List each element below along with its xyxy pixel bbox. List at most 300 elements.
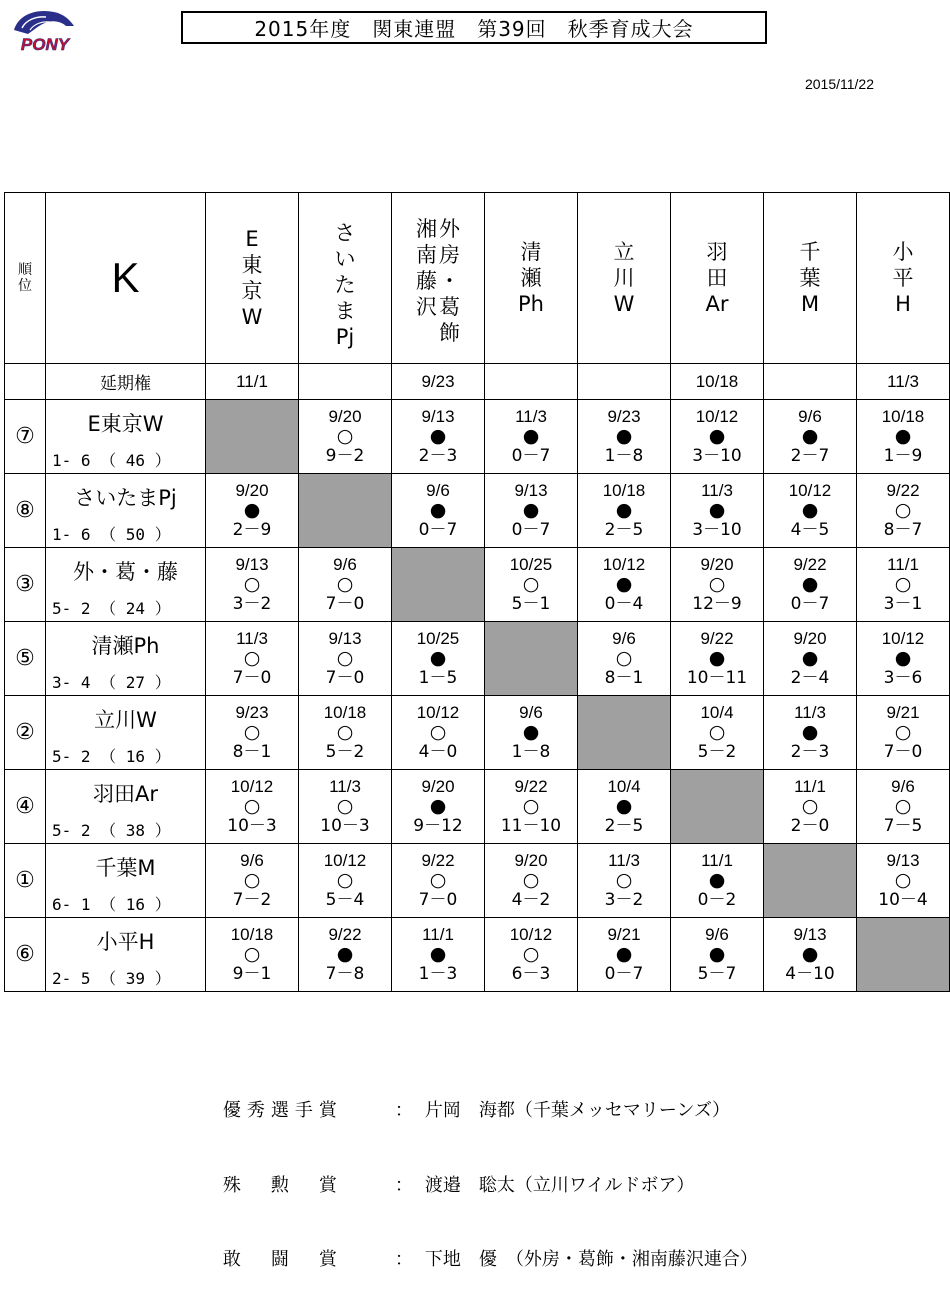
team-record: 2- 5 （ 39 ） bbox=[52, 969, 171, 988]
game-result bbox=[299, 776, 391, 837]
award-colon: ： bbox=[394, 1100, 413, 1121]
game-score: 10－3 bbox=[320, 816, 370, 836]
col-header-char: Pj bbox=[335, 325, 355, 349]
team-cell bbox=[46, 400, 206, 474]
award-distinguished bbox=[200, 1150, 694, 1218]
win-mark-icon: ○ bbox=[336, 869, 354, 891]
self-match-cell bbox=[764, 844, 857, 918]
col-header-line bbox=[416, 216, 437, 320]
game-result bbox=[578, 776, 670, 837]
team-record: 6- 1 （ 16 ） bbox=[52, 895, 171, 914]
loss-mark-icon: ● bbox=[522, 721, 540, 743]
game-date: 9/20 bbox=[700, 555, 734, 574]
win-mark-icon: ○ bbox=[801, 795, 819, 817]
game-cell bbox=[206, 770, 299, 844]
win-mark-icon: ○ bbox=[894, 795, 912, 817]
game-cell bbox=[299, 770, 392, 844]
team-record: 1- 6 （ 46 ） bbox=[52, 451, 171, 470]
game-score: 2－4 bbox=[790, 668, 830, 688]
team-name: 小平H bbox=[96, 930, 155, 954]
game-result bbox=[578, 924, 670, 985]
col-header-char: た bbox=[334, 273, 356, 297]
game-cell bbox=[392, 844, 485, 918]
game-score: 3－2 bbox=[232, 594, 272, 614]
col-header-char: 清 bbox=[520, 240, 542, 264]
team-name: 外・葛・藤 bbox=[73, 560, 178, 584]
game-score: 8－1 bbox=[604, 668, 644, 688]
game-date: 10/12 bbox=[509, 925, 553, 944]
game-cell bbox=[857, 474, 950, 548]
game-date: 10/12 bbox=[881, 629, 925, 648]
team-cell bbox=[46, 474, 206, 548]
game-cell bbox=[578, 844, 671, 918]
game-cell bbox=[671, 696, 764, 770]
win-mark-icon: ○ bbox=[336, 647, 354, 669]
game-date: 11/1 bbox=[422, 925, 454, 944]
game-result bbox=[392, 924, 484, 985]
col-header-char: 立 bbox=[613, 240, 635, 264]
game-date: 9/20 bbox=[421, 777, 455, 796]
game-cell bbox=[485, 844, 578, 918]
game-score: 5－7 bbox=[697, 964, 737, 984]
col-header-char: 羽 bbox=[706, 240, 728, 264]
game-date: 9/22 bbox=[514, 777, 548, 796]
game-result bbox=[392, 702, 484, 763]
team-row bbox=[5, 548, 950, 622]
game-cell bbox=[299, 622, 392, 696]
rank-header-char: 位 bbox=[18, 278, 32, 294]
game-result bbox=[857, 702, 949, 763]
loss-mark-icon: ● bbox=[894, 425, 912, 447]
loss-mark-icon: ● bbox=[894, 647, 912, 669]
col-header-char: 田 bbox=[706, 266, 728, 290]
self-match-cell bbox=[857, 918, 950, 992]
game-score: 7－0 bbox=[325, 594, 365, 614]
loss-mark-icon: ● bbox=[522, 499, 540, 521]
game-result bbox=[299, 702, 391, 763]
team-name: 羽田Ar bbox=[93, 782, 158, 806]
game-cell bbox=[671, 622, 764, 696]
col-header-4 bbox=[578, 193, 671, 364]
report-date: 2015/11/22 bbox=[804, 76, 874, 92]
win-mark-icon: ○ bbox=[522, 795, 540, 817]
game-cell bbox=[206, 622, 299, 696]
game-result bbox=[671, 406, 763, 467]
game-date: 9/13 bbox=[793, 925, 827, 944]
col-header-char: ・ bbox=[439, 269, 460, 293]
team-cell bbox=[46, 844, 206, 918]
win-mark-icon: ○ bbox=[243, 795, 261, 817]
game-score: 1－3 bbox=[418, 964, 458, 984]
loss-mark-icon: ● bbox=[615, 425, 633, 447]
loss-mark-icon: ● bbox=[801, 573, 819, 595]
game-cell bbox=[764, 400, 857, 474]
game-cell bbox=[206, 548, 299, 622]
team-cell bbox=[46, 622, 206, 696]
game-result bbox=[578, 628, 670, 689]
game-result bbox=[392, 850, 484, 911]
game-score: 8－1 bbox=[232, 742, 272, 762]
game-cell bbox=[857, 400, 950, 474]
win-mark-icon: ○ bbox=[615, 647, 633, 669]
game-score: 7－5 bbox=[883, 816, 923, 836]
game-result bbox=[857, 554, 949, 615]
game-score: 0－7 bbox=[790, 594, 830, 614]
game-result bbox=[857, 850, 949, 911]
col-header-6 bbox=[764, 193, 857, 364]
team-cell bbox=[46, 696, 206, 770]
loss-mark-icon: ● bbox=[429, 795, 447, 817]
game-result bbox=[392, 628, 484, 689]
game-score: 12－9 bbox=[692, 594, 742, 614]
game-score: 9－1 bbox=[232, 964, 272, 984]
game-result bbox=[578, 554, 670, 615]
win-mark-icon: ○ bbox=[243, 869, 261, 891]
postpone-blank bbox=[5, 364, 46, 400]
game-result bbox=[299, 406, 391, 467]
loss-mark-icon: ● bbox=[801, 943, 819, 965]
award-colon: ： bbox=[394, 1249, 413, 1270]
postpone-row bbox=[5, 364, 950, 400]
game-result bbox=[299, 628, 391, 689]
game-date: 11/1 bbox=[887, 555, 919, 574]
game-date: 10/25 bbox=[509, 555, 553, 574]
col-header-char: 東 bbox=[241, 253, 263, 277]
game-cell bbox=[857, 622, 950, 696]
game-cell bbox=[764, 474, 857, 548]
game-cell bbox=[578, 474, 671, 548]
game-score: 1－5 bbox=[418, 668, 458, 688]
game-date: 9/13 bbox=[514, 481, 548, 500]
award-label: 優秀選手賞 bbox=[222, 1100, 343, 1121]
game-date: 9/22 bbox=[793, 555, 827, 574]
col-header-7 bbox=[857, 193, 950, 364]
game-cell bbox=[392, 770, 485, 844]
game-cell bbox=[299, 548, 392, 622]
loss-mark-icon: ● bbox=[708, 425, 726, 447]
win-mark-icon: ○ bbox=[708, 573, 726, 595]
game-date: 11/3 bbox=[329, 777, 361, 796]
loss-mark-icon: ● bbox=[243, 499, 261, 521]
win-mark-icon: ○ bbox=[336, 795, 354, 817]
game-result bbox=[299, 924, 391, 985]
loss-mark-icon: ● bbox=[801, 499, 819, 521]
game-result bbox=[764, 406, 856, 467]
game-cell bbox=[485, 918, 578, 992]
game-cell bbox=[578, 400, 671, 474]
game-score: 0－7 bbox=[511, 520, 551, 540]
win-mark-icon: ○ bbox=[522, 869, 540, 891]
game-date: 9/6 bbox=[612, 629, 636, 648]
game-result bbox=[764, 554, 856, 615]
game-score: 8－7 bbox=[883, 520, 923, 540]
loss-mark-icon: ● bbox=[429, 499, 447, 521]
game-result bbox=[764, 702, 856, 763]
col-header-char: 千 bbox=[799, 240, 821, 264]
postpone-date: 11/3 bbox=[857, 364, 950, 400]
game-date: 10/12 bbox=[416, 703, 460, 722]
col-header-char: さ bbox=[334, 221, 356, 245]
team-row bbox=[5, 400, 950, 474]
game-date: 9/23 bbox=[235, 703, 269, 722]
horse-logo-icon bbox=[4, 4, 86, 54]
col-header-char: Ph bbox=[518, 292, 544, 316]
game-date: 9/22 bbox=[421, 851, 455, 870]
game-date: 10/12 bbox=[788, 481, 832, 500]
game-result bbox=[392, 480, 484, 541]
col-header-char: E bbox=[245, 227, 259, 251]
team-cell bbox=[46, 918, 206, 992]
game-cell bbox=[485, 696, 578, 770]
game-date: 11/1 bbox=[794, 777, 826, 796]
col-header-char: 小 bbox=[892, 240, 914, 264]
col-header-char: 藤 bbox=[416, 269, 437, 293]
game-result bbox=[857, 628, 949, 689]
game-date: 10/12 bbox=[602, 555, 646, 574]
win-mark-icon: ○ bbox=[894, 573, 912, 595]
loss-mark-icon: ● bbox=[429, 425, 447, 447]
game-score: 2－9 bbox=[232, 520, 272, 540]
rank-cell: ⑦ bbox=[5, 400, 46, 474]
game-result bbox=[206, 480, 298, 541]
team-record: 3- 4 （ 27 ） bbox=[52, 673, 171, 692]
page-title: 2015年度 関東連盟 第39回 秋季育成大会 bbox=[181, 11, 767, 44]
game-date: 9/13 bbox=[886, 851, 920, 870]
postpone-date bbox=[764, 364, 857, 400]
game-cell bbox=[485, 770, 578, 844]
game-score: 9－2 bbox=[325, 446, 365, 466]
game-result bbox=[485, 776, 577, 837]
col-header-5 bbox=[671, 193, 764, 364]
win-mark-icon: ○ bbox=[894, 869, 912, 891]
game-cell bbox=[671, 844, 764, 918]
self-match-cell bbox=[392, 548, 485, 622]
game-result bbox=[299, 850, 391, 911]
game-score: 2－5 bbox=[604, 520, 644, 540]
loss-mark-icon: ● bbox=[801, 425, 819, 447]
win-mark-icon: ○ bbox=[615, 869, 633, 891]
team-cell bbox=[46, 770, 206, 844]
game-cell bbox=[485, 400, 578, 474]
game-cell bbox=[392, 400, 485, 474]
win-mark-icon: ○ bbox=[894, 499, 912, 521]
game-result bbox=[764, 628, 856, 689]
game-score: 2－0 bbox=[790, 816, 830, 836]
game-cell bbox=[857, 844, 950, 918]
game-date: 9/22 bbox=[328, 925, 362, 944]
game-cell bbox=[485, 474, 578, 548]
game-result bbox=[485, 702, 577, 763]
loss-mark-icon: ● bbox=[801, 647, 819, 669]
team-row bbox=[5, 918, 950, 992]
col-header-char: 南 bbox=[416, 243, 437, 267]
game-cell bbox=[299, 400, 392, 474]
loss-mark-icon: ● bbox=[615, 795, 633, 817]
game-cell bbox=[671, 548, 764, 622]
game-score: 7－0 bbox=[232, 668, 272, 688]
game-score: 0－7 bbox=[418, 520, 458, 540]
postpone-date bbox=[485, 364, 578, 400]
win-mark-icon: ○ bbox=[522, 573, 540, 595]
game-cell bbox=[299, 918, 392, 992]
team-record: 5- 2 （ 24 ） bbox=[52, 599, 171, 618]
game-score: 7－8 bbox=[325, 964, 365, 984]
win-mark-icon: ○ bbox=[243, 573, 261, 595]
game-date: 11/3 bbox=[236, 629, 268, 648]
game-date: 9/6 bbox=[240, 851, 264, 870]
game-date: 10/25 bbox=[416, 629, 460, 648]
game-date: 9/20 bbox=[328, 407, 362, 426]
game-score: 1－9 bbox=[883, 446, 923, 466]
team-record: 1- 6 （ 50 ） bbox=[52, 525, 171, 544]
award-label: 敢 闘 賞 bbox=[222, 1249, 343, 1270]
self-match-cell bbox=[206, 400, 299, 474]
game-date: 9/20 bbox=[514, 851, 548, 870]
game-result bbox=[299, 554, 391, 615]
team-record: 5- 2 （ 16 ） bbox=[52, 747, 171, 766]
game-result bbox=[485, 554, 577, 615]
col-header-char: 川 bbox=[613, 266, 635, 290]
rank-header-cell bbox=[5, 193, 46, 364]
col-header-char: 葛 bbox=[439, 295, 460, 319]
logo-text: PONY bbox=[20, 35, 70, 54]
col-header-char: 外 bbox=[439, 217, 460, 241]
game-result bbox=[671, 480, 763, 541]
game-score: 7－0 bbox=[325, 668, 365, 688]
game-date: 10/4 bbox=[700, 703, 734, 722]
game-score: 6－3 bbox=[511, 964, 551, 984]
header-row bbox=[5, 193, 950, 364]
col-header-char: M bbox=[800, 292, 820, 316]
game-cell bbox=[206, 474, 299, 548]
game-result bbox=[578, 850, 670, 911]
game-cell bbox=[392, 696, 485, 770]
game-score: 3－10 bbox=[692, 446, 742, 466]
self-match-cell bbox=[578, 696, 671, 770]
win-mark-icon: ○ bbox=[429, 721, 447, 743]
game-score: 9－12 bbox=[413, 816, 463, 836]
game-cell bbox=[392, 918, 485, 992]
loss-mark-icon: ● bbox=[708, 869, 726, 891]
game-date: 9/20 bbox=[793, 629, 827, 648]
game-score: 3－1 bbox=[883, 594, 923, 614]
postpone-date: 11/1 bbox=[206, 364, 299, 400]
game-score: 0－4 bbox=[604, 594, 644, 614]
game-score: 5－2 bbox=[697, 742, 737, 762]
game-date: 11/3 bbox=[701, 481, 733, 500]
game-result bbox=[485, 480, 577, 541]
self-match-cell bbox=[299, 474, 392, 548]
game-date: 9/6 bbox=[891, 777, 915, 796]
game-result bbox=[485, 924, 577, 985]
game-cell bbox=[578, 622, 671, 696]
award-colon: ： bbox=[394, 1175, 413, 1196]
col-header-char: 湘 bbox=[416, 217, 437, 241]
game-date: 9/22 bbox=[700, 629, 734, 648]
game-result bbox=[671, 628, 763, 689]
col-header-char: W bbox=[613, 292, 635, 316]
game-score: 7－2 bbox=[232, 890, 272, 910]
postpone-date: 10/18 bbox=[671, 364, 764, 400]
game-result bbox=[671, 554, 763, 615]
game-date: 9/22 bbox=[886, 481, 920, 500]
win-mark-icon: ○ bbox=[243, 943, 261, 965]
col-header-char: H bbox=[895, 292, 911, 316]
team-row bbox=[5, 844, 950, 918]
game-result bbox=[764, 480, 856, 541]
team-name: 清瀬Ph bbox=[91, 634, 160, 658]
team-name: 千葉M bbox=[95, 856, 156, 880]
game-cell bbox=[764, 622, 857, 696]
win-mark-icon: ○ bbox=[336, 425, 354, 447]
league-table bbox=[4, 192, 950, 992]
game-cell bbox=[764, 696, 857, 770]
col-header-2 bbox=[392, 193, 485, 364]
game-date: 9/6 bbox=[426, 481, 450, 500]
col-header-line bbox=[439, 216, 460, 346]
game-cell bbox=[299, 844, 392, 918]
rank-header-char: 順 bbox=[18, 262, 32, 278]
win-mark-icon: ○ bbox=[708, 721, 726, 743]
win-mark-icon: ○ bbox=[336, 721, 354, 743]
game-result bbox=[671, 924, 763, 985]
col-header-char: 房 bbox=[439, 243, 460, 267]
game-result bbox=[764, 776, 856, 837]
game-date: 11/1 bbox=[701, 851, 733, 870]
game-date: 10/18 bbox=[602, 481, 646, 500]
game-date: 11/3 bbox=[515, 407, 547, 426]
col-header-char: 沢 bbox=[416, 295, 437, 319]
game-score: 11－10 bbox=[500, 816, 562, 836]
game-cell bbox=[671, 400, 764, 474]
win-mark-icon: ○ bbox=[243, 647, 261, 669]
game-result bbox=[206, 702, 298, 763]
game-date: 9/13 bbox=[421, 407, 455, 426]
postpone-date bbox=[578, 364, 671, 400]
game-date: 10/12 bbox=[230, 777, 274, 796]
loss-mark-icon: ● bbox=[522, 425, 540, 447]
game-cell bbox=[299, 696, 392, 770]
win-mark-icon: ○ bbox=[522, 943, 540, 965]
game-cell bbox=[671, 918, 764, 992]
game-cell bbox=[578, 548, 671, 622]
game-cell bbox=[857, 696, 950, 770]
loss-mark-icon: ● bbox=[615, 943, 633, 965]
game-result bbox=[392, 776, 484, 837]
col-header-char: Ar bbox=[705, 292, 729, 316]
postpone-label: 延期権 bbox=[46, 364, 206, 400]
pony-logo bbox=[4, 4, 86, 54]
game-result bbox=[857, 406, 949, 467]
team-row bbox=[5, 622, 950, 696]
game-result bbox=[206, 628, 298, 689]
game-result bbox=[206, 850, 298, 911]
game-result bbox=[392, 406, 484, 467]
game-cell bbox=[206, 918, 299, 992]
postpone-date bbox=[299, 364, 392, 400]
game-score: 2－7 bbox=[790, 446, 830, 466]
game-cell bbox=[764, 918, 857, 992]
loss-mark-icon: ● bbox=[429, 647, 447, 669]
rank-cell: ② bbox=[5, 696, 46, 770]
game-result bbox=[485, 850, 577, 911]
game-cell bbox=[206, 696, 299, 770]
rank-cell: ⑤ bbox=[5, 622, 46, 696]
game-date: 10/12 bbox=[323, 851, 367, 870]
rank-cell: ④ bbox=[5, 770, 46, 844]
loss-mark-icon: ● bbox=[708, 499, 726, 521]
loss-mark-icon: ● bbox=[615, 499, 633, 521]
